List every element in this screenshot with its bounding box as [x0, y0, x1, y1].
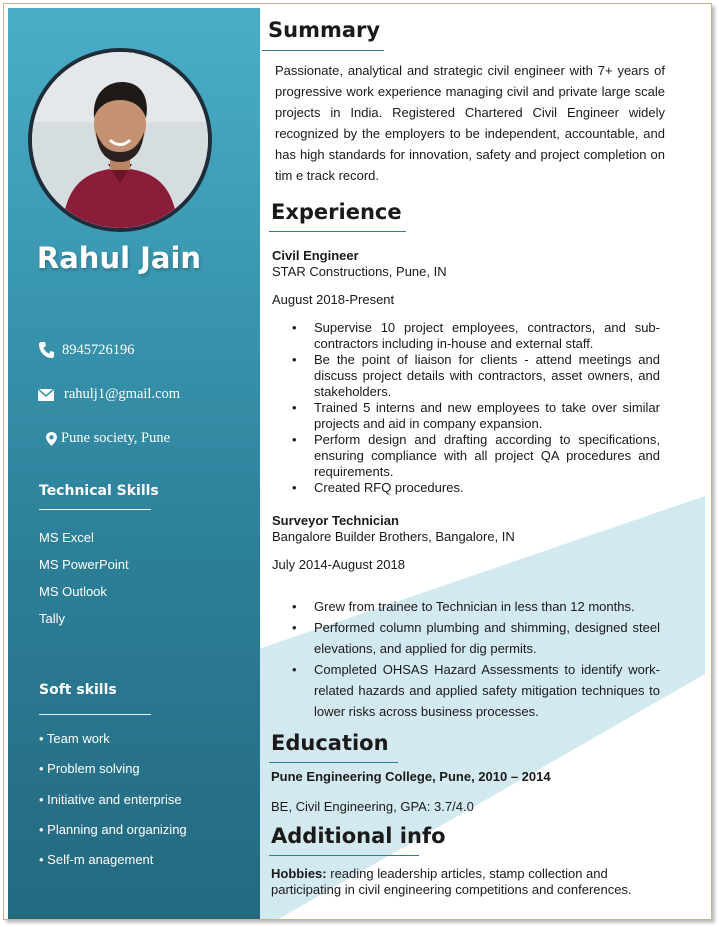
job-bullets [272, 596, 660, 722]
avatar-illustration [32, 52, 208, 228]
address-text: Pune society, Pune [61, 430, 171, 446]
job-dates: August 2018-Present [272, 292, 395, 307]
job-company: Bangalore Builder Brothers, Bangalore, IN [272, 529, 515, 544]
job-bullet: • Performed column plumbing and shimming, designed steel elevations, and applied for dig permits. [272, 617, 660, 659]
job-bullet: • Be the point of liaison for clients - attend meetings and discuss project details with contractors, asset owners, and stakeholders. [272, 352, 660, 400]
additional-info-heading: Additional info [271, 824, 446, 848]
summary-heading: Summary [268, 18, 381, 42]
summary-text: Passionate, analytical and strategic civil engineer with 7+ years of progressive work experience managing civil and private large scale projects in India. Registered Chartered Civil Engineer widely recognized by the employers to be independent, accountable, and has high standards for innovation, safety and project completion on tim e track record. [275, 63, 665, 183]
experience-heading: Experience [271, 200, 402, 224]
soft-skill-item: • Problem solving [39, 761, 140, 776]
job-bullet: • Created RFQ procedures. [272, 480, 660, 496]
soft-skill-item: • Self-m anagement [39, 852, 154, 867]
phone-number[interactable]: 8945726196 [62, 341, 135, 358]
contact-phone [38, 341, 135, 359]
skill-item: MS PowerPoint [39, 557, 129, 572]
job-bullets [272, 320, 660, 496]
job-title: Surveyor Technician [272, 513, 399, 528]
education-heading: Education [271, 731, 389, 755]
soft-skill-item: • Team work [39, 731, 110, 746]
hobbies-description: reading leadership articles, stamp collection and participating in civil engineering competitions and conferences. [271, 866, 632, 897]
soft-skill-item: • Initiative and enterprise [39, 792, 182, 807]
skill-item: MS Excel [39, 530, 94, 545]
job-bullet: • Completed OHSAS Hazard Assessments to identify work-related hazards and applied safety mitigation techniques to lower risks across business processes. [272, 659, 660, 722]
soft-skills-heading: Soft skills [39, 682, 117, 698]
additional-info-underline [269, 855, 419, 856]
hobbies-label: Hobbies: [271, 866, 327, 881]
profile-photo [28, 48, 212, 232]
job-title: Civil Engineer [272, 248, 359, 263]
job-bullet: • Grew from trainee to Technician in less than 12 months. [272, 596, 660, 617]
candidate-name: Rahul Jain [36, 241, 202, 275]
job-company: STAR Constructions, Pune, IN [272, 264, 447, 279]
job-dates: July 2014-August 2018 [272, 557, 405, 572]
sidebar [8, 8, 260, 919]
phone-icon [38, 341, 54, 359]
soft-skills-divider [39, 714, 151, 715]
hobbies-text [271, 866, 661, 898]
job-bullet: • Perform design and drafting according to specifications, ensuring compliance with all project QA procedures and requirements. [272, 432, 660, 480]
contact-email [38, 386, 180, 403]
contact-address [46, 430, 170, 447]
email-address[interactable]: rahulj1@gmail.com [64, 386, 181, 402]
job-bullet: • Supervise 10 project employees, contractors, and sub-contractors including in-house and external staff. [272, 320, 660, 352]
summary-underline [262, 50, 384, 51]
skill-item: Tally [39, 611, 66, 626]
technical-skills-divider [39, 509, 151, 510]
location-pin-icon [46, 432, 57, 446]
education-degree: BE, Civil Engineering, GPA: 3.7/4.0 [271, 799, 474, 814]
experience-underline [269, 231, 406, 232]
education-underline [269, 762, 398, 763]
technical-skills-heading: Technical Skills [39, 483, 159, 499]
soft-skill-item: • Planning and organizing [39, 822, 187, 837]
education-school: Pune Engineering College, Pune, 2010 – 2014 [271, 769, 551, 784]
skill-item: MS Outlook [39, 584, 107, 599]
job-bullet: • Trained 5 interns and new employees to take over similar projects and aid in company expansion. [272, 400, 660, 432]
envelope-icon [38, 389, 54, 401]
